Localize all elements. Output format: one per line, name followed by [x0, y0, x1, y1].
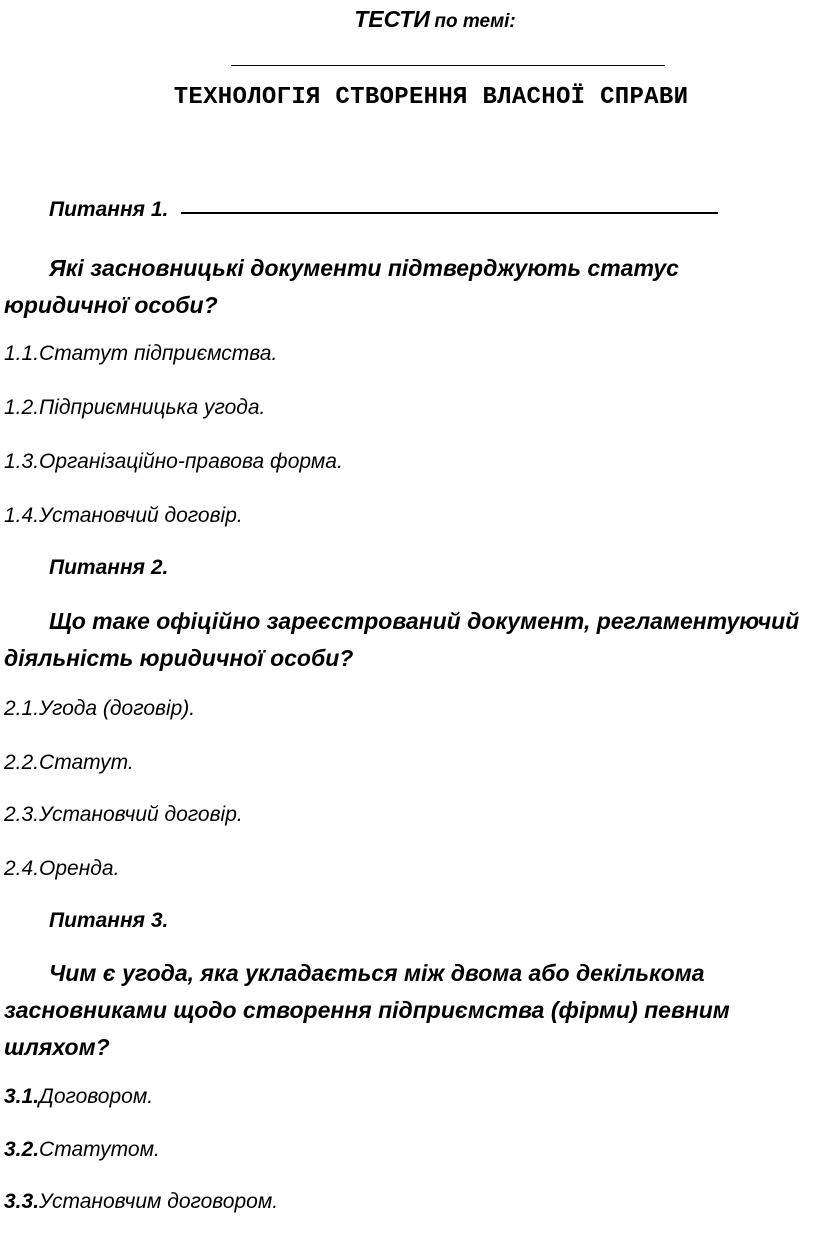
- option-text: Установчий договір.: [39, 504, 243, 527]
- topic-label: по темі:: [434, 11, 516, 32]
- option-number: 2.1.: [4, 697, 40, 720]
- answer-option: [4, 1190, 278, 1214]
- question-1-label: Питання 1.: [49, 198, 169, 221]
- option-number: 3.2.: [4, 1138, 40, 1161]
- answer-option: [4, 697, 195, 721]
- document-header: [0, 6, 816, 33]
- answer-option: [4, 504, 243, 528]
- answer-option: [4, 751, 134, 775]
- question-2-text: Що таке офіційно зареєстрований документ, регламентуючий діяльність юридичної особи?: [4, 608, 800, 671]
- option-text: Статут.: [39, 751, 134, 774]
- answer-option: [4, 1138, 160, 1162]
- option-number: 1.3.: [4, 450, 40, 473]
- option-text: Організаційно-правова форма.: [39, 450, 343, 473]
- option-text: Установчим договором.: [39, 1190, 279, 1213]
- header-divider: [231, 65, 665, 66]
- answer-option: [4, 1085, 153, 1109]
- answer-option: [4, 396, 265, 420]
- option-number: 1.4.: [4, 504, 40, 527]
- option-text: Підприємницька угода.: [39, 396, 266, 419]
- answer-option: [4, 857, 119, 881]
- option-text: Статут підприємства.: [39, 342, 278, 365]
- question-3-text: Чим є угода, яка укладається між двома або декількома засновниками щодо створення підприємства (фірми) певним шляхом?: [4, 960, 730, 1060]
- answer-option: [4, 803, 243, 827]
- tests-title: ТЕСТИ: [354, 6, 430, 32]
- option-number: 2.3.: [4, 803, 40, 826]
- answer-option: [4, 450, 343, 474]
- option-text: Оренда.: [39, 857, 120, 880]
- option-text: Статутом.: [39, 1138, 160, 1161]
- subject-title: ТЕХНОЛОГІЯ СТВОРЕННЯ ВЛАСНОЇ СПРАВИ: [173, 84, 689, 111]
- option-text: Угода (договір).: [39, 697, 196, 720]
- option-number: 2.4.: [4, 857, 40, 880]
- option-number: 2.2.: [4, 751, 40, 774]
- option-text: Договором.: [39, 1085, 154, 1108]
- question-2-label: Питання 2.: [49, 556, 169, 579]
- option-number: 3.3.: [4, 1190, 40, 1213]
- option-number: 1.1.: [4, 342, 40, 365]
- option-number: 3.1.: [4, 1085, 40, 1108]
- answer-option: [4, 342, 277, 366]
- option-number: 1.2.: [4, 396, 40, 419]
- question-1-text: Які засновницькі документи підтверджують статус юридичної особи?: [4, 255, 679, 318]
- option-text: Установчий договір.: [39, 803, 243, 826]
- question-1-underline: [181, 212, 718, 214]
- question-3-label: Питання 3.: [49, 909, 169, 932]
